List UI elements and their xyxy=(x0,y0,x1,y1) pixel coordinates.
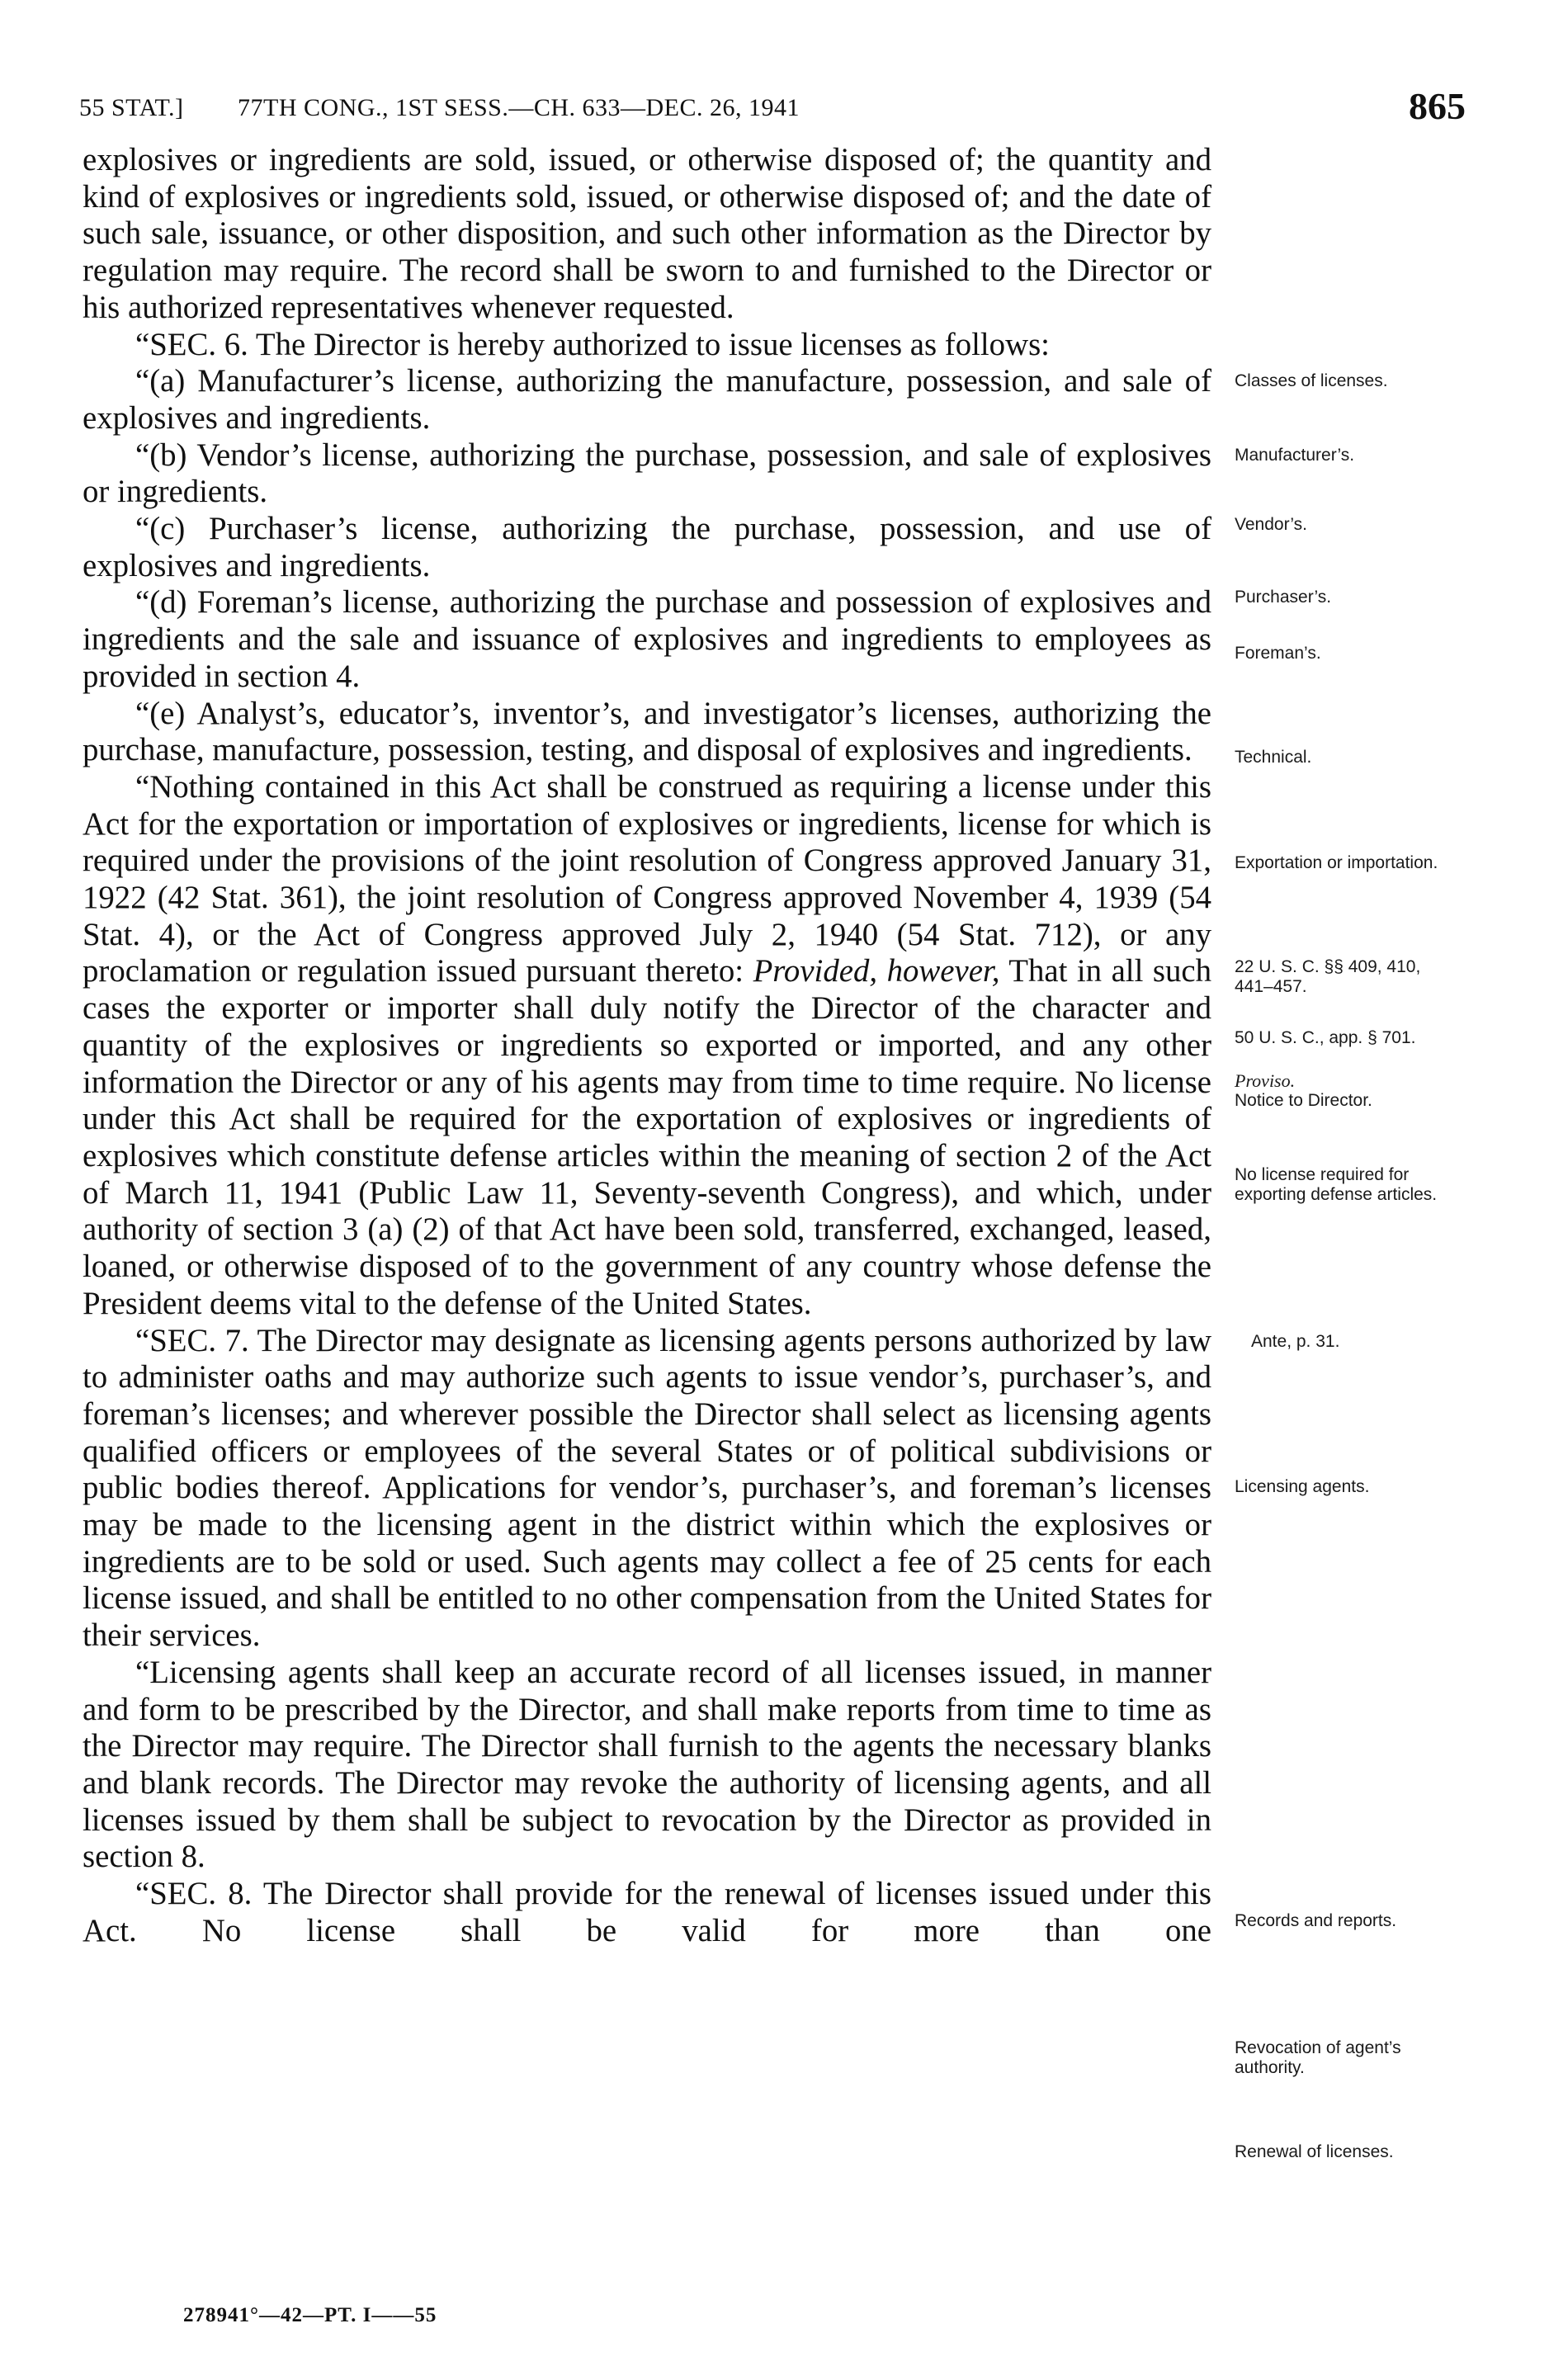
margin-note-renewal: Renewal of licenses. xyxy=(1235,2142,1394,2161)
margin-note-manufacturer: Manufacturer’s. xyxy=(1235,446,1355,465)
statute-text xyxy=(83,142,1211,1949)
paragraph-sec-7: “SEC. 7. The Director may designate as licensing agents persons authorized by law to administer oaths and may authorize such agents to issue vendor’s, purchaser’s, and foreman’s licenses; and wherever possible the Director shall select as licensing agents qualified officers or employees of the several States or of political subdivisions or public bodies thereof. Applications for vendor’s, purchaser’s, and foreman’s licenses may be made to the licensing agent in the district within which the explosives or ingredients are to be sold or used. Such agents may collect a fee of 25 cents for each license issued, and shall be entitled to no other compensation from the United States for their services. xyxy=(83,1322,1211,1654)
paragraph-license-d: “(d) Foreman’s license, authorizing the purchase and possession of explosives and ingredients and the sale and issuance of explosives and ingredients to employees as provided in section 4. xyxy=(83,584,1211,694)
margin-note-proviso-block xyxy=(1235,1071,1482,1111)
margin-note-exportation: Exportation or importation. xyxy=(1235,853,1438,872)
margin-note-licensing-agents: Licensing agents. xyxy=(1235,1477,1370,1496)
page-number: 865 xyxy=(1409,85,1466,127)
margin-note-usc-22: 22 U. S. C. §§ 409, 410, 441–457. xyxy=(1235,957,1421,996)
volume-reference: 55 STAT.] xyxy=(79,94,184,121)
paragraph-license-a: “(a) Manufacturer’s license, authorizing the manufacture, possession, and sale of explosives and ingredients. xyxy=(83,363,1211,436)
running-header xyxy=(79,79,1466,137)
paragraph-license-e: “(e) Analyst’s, educator’s, inventor’s, and investigator’s licenses, authorizing the purchase, manufacture, possession, testing, and disposal of explosives and ingredients. xyxy=(83,695,1211,768)
margin-note-no-license: No license required for exporting defense articles. xyxy=(1235,1165,1438,1204)
paragraph-records: explosives or ingredients are sold, issued, or otherwise disposed of; the quantity and kind of explosives or ingredients sold, issued, or otherwise disposed of; and the date of such sale, issuance, or other disposition, and such other information as the Director by regulation may require. The record shall be sworn to and furnished to the Director or his authorized representatives whenever requested. xyxy=(83,142,1211,325)
paragraph-license-b: “(b) Vendor’s license, authorizing the purchase, possession, and sale of explosives or ingredients. xyxy=(83,437,1211,510)
proviso-phrase: Provided, however, xyxy=(753,953,1000,989)
paragraph-licensing-agents-records: “Licensing agents shall keep an accurate record of all licenses issued, in manner and form to be prescribed by the Director, and shall make reports from time to time as the Director may require. The Director shall furnish to the agents the necessary blanks and blank records. The Director may revoke the authority of licensing agents, and all licenses issued by them shall be subject to revocation by the Director as provided in section 8. xyxy=(83,1654,1211,1875)
margin-note-technical: Technical. xyxy=(1235,748,1312,767)
margin-note-purchaser: Purchaser’s. xyxy=(1235,588,1332,607)
paragraph-license-c: “(c) Purchaser’s license, authorizing the purchase, possession, and use of explosives and ingredients. xyxy=(83,511,1211,583)
exportation-text-continued: That in all such cases the exporter or importer shall duly notify the Director of the character and quantity of the explosives or ingredients so exported or imported, and any other information the Director or any of his agents may from time to time require. No license under this Act shall be required for the exportation of explosives or ingredients of explosives which constitute defense articles within the meaning of section 2 of the Act of March 11, 1941 (Public Law 11, Seventy-seventh Congress), and which, under authority of section 3 (a) (2) of that Act have been sold, transferred, exchanged, leased, loaned, or otherwise disposed of to the government of any country whose defense the President deems vital to the defense of the United States. xyxy=(83,953,1212,1321)
margin-note-classes: Classes of licenses. xyxy=(1235,371,1388,390)
margin-note-vendor: Vendor’s. xyxy=(1235,515,1307,534)
margin-note-proviso: Proviso. xyxy=(1235,1070,1296,1091)
margin-note-foreman: Foreman’s. xyxy=(1235,644,1321,663)
margin-note-ante: Ante, p. 31. xyxy=(1251,1332,1340,1351)
congress-chapter-date: 77TH CONG., 1ST SESS.—CH. 633—DEC. 26, 1941 xyxy=(238,94,800,121)
paragraph-sec-8: “SEC. 8. The Director shall provide for the renewal of licenses issued under this Act. No license shall be valid for more than one xyxy=(83,1876,1211,1948)
exportation-text: “Nothing contained in this Act shall be construed as requiring a license under this Act for the exportation or importation of explosives or ingredients, license for which is required under the provisions of the joint resolution of Congress approved January 31, 1922 (42 Stat. 361), the joint resolution of Congress approved November 4, 1939 (54 Stat. 4), or the Act of Congress approved July 2, 1940 (54 Stat. 712), or any proclamation or regulation issued pursuant thereto: xyxy=(83,768,1211,989)
paragraph-exportation xyxy=(83,769,1211,1323)
paragraph-sec-6: “SEC. 6. The Director is hereby authorized to issue licenses as follows: xyxy=(135,326,1050,362)
margin-note-usc-50: 50 U. S. C., app. § 701. xyxy=(1235,1028,1416,1047)
margin-note-revocation: Revocation of agent’s authority. xyxy=(1235,2038,1401,2077)
print-signature: 278941°—42—PT. I——55 xyxy=(183,2304,437,2326)
margin-note-records: Records and reports. xyxy=(1235,1911,1397,1930)
margin-note-notice: Notice to Director. xyxy=(1235,1091,1372,1110)
